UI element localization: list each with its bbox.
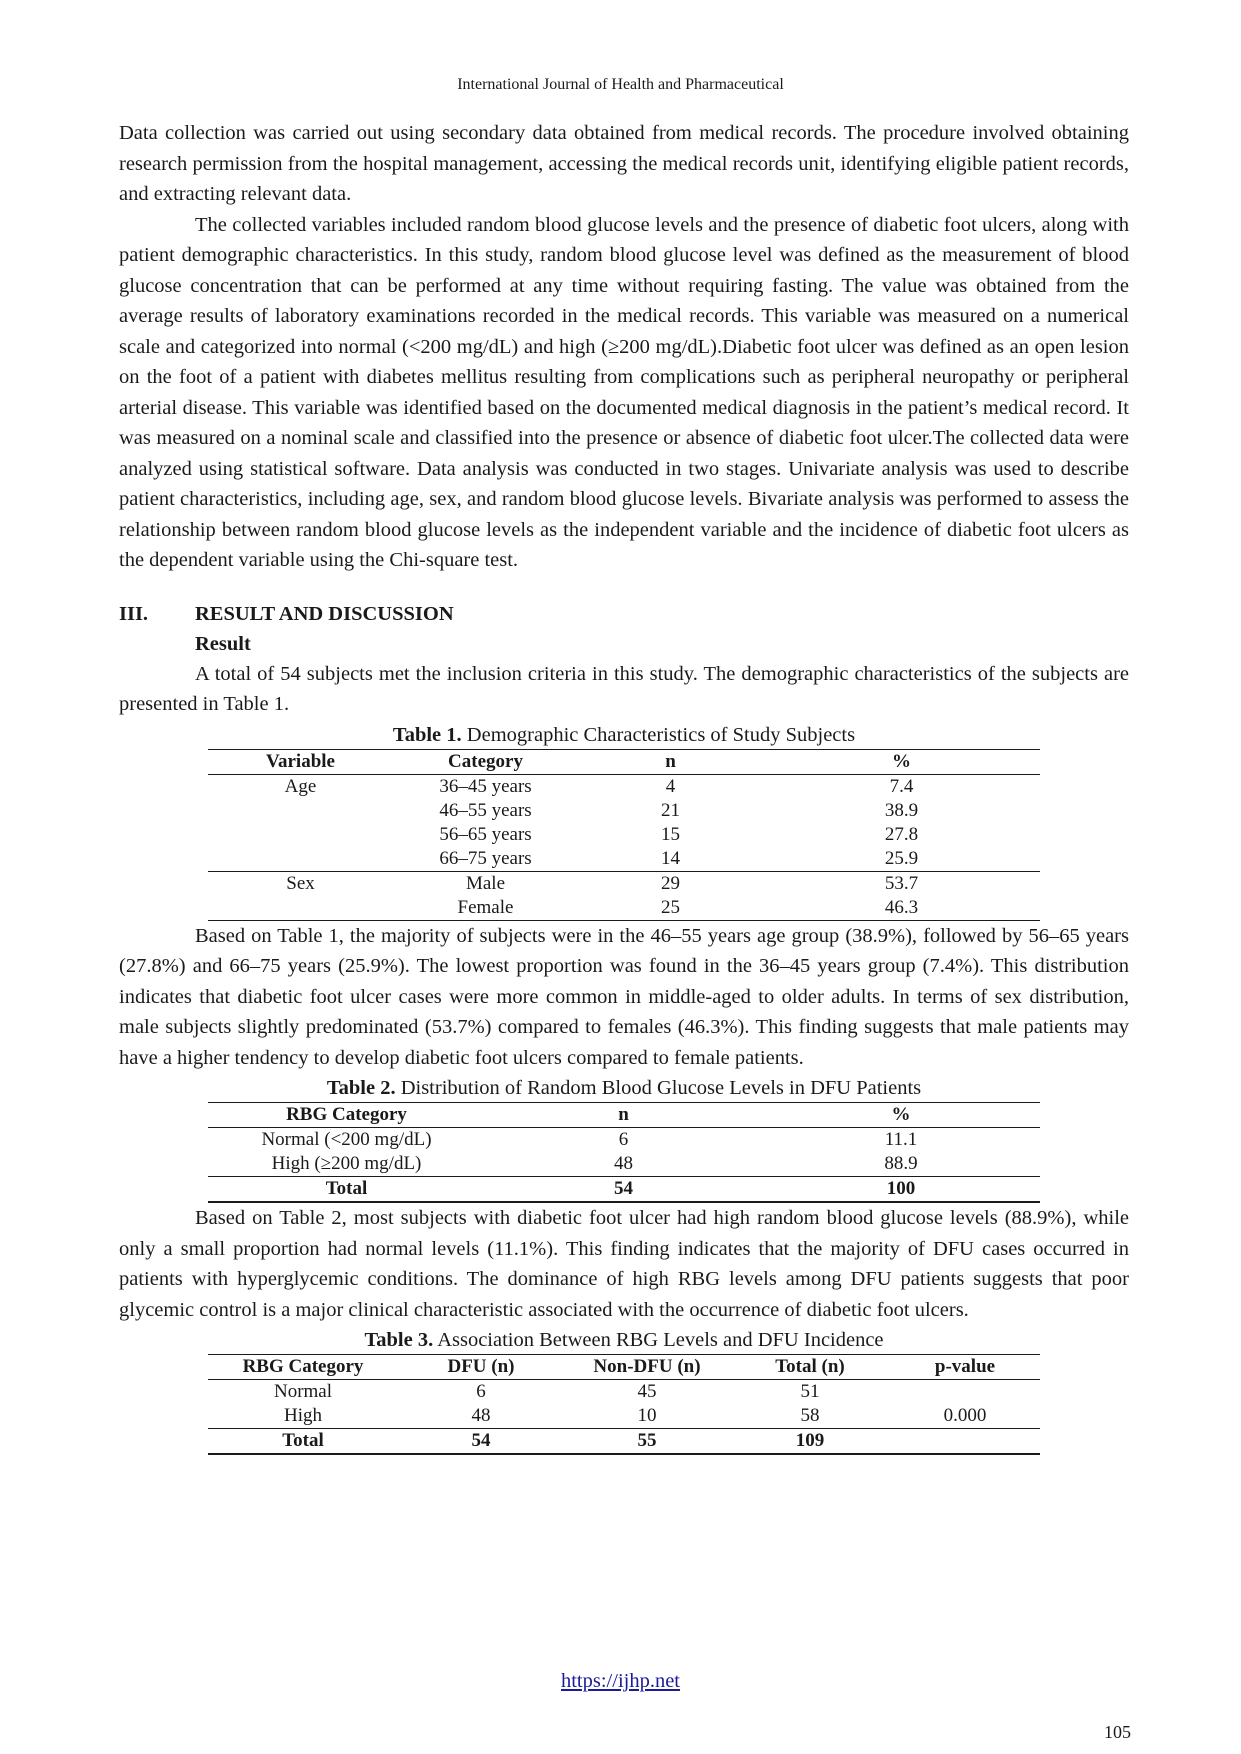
- table1-header-row: [208, 749, 1040, 774]
- table-cell: 7.4: [889, 775, 914, 797]
- table3-header-cell: Non-DFU (n): [564, 1355, 730, 1380]
- section-heading: [119, 599, 1129, 629]
- table-cell: 25.9: [763, 847, 1040, 872]
- table-cell: 6: [618, 1129, 629, 1150]
- table-row: [208, 896, 1040, 921]
- table1-header-cell: n: [578, 749, 763, 774]
- table-cell: 10: [637, 1405, 657, 1426]
- table-cell: 54: [485, 1177, 762, 1203]
- table-row: [208, 799, 1040, 823]
- table-total-row: [208, 1177, 1040, 1203]
- paragraph-variables-analysis: The collected variables included random blood glucose levels and the presence of diabetic foot ulcers, along with patient demographic characteristics. In this study, random blood glucose level was defined as the measurement of blood glucose concentration that can be performed at any time without requiring fasting. The value was obtained from the average results of laboratory examinations recorded in the medical records. This variable was measured on a numerical scale and categorized into normal (<200 mg/dL) and high (≥200 mg/dL).Diabetic foot ulcer was defined as an open lesion on the foot of a patient with diabetes mellitus resulting from complications such as peripheral neuropathy or peripheral arterial disease. This variable was identified based on the documented medical diagnosis in the patient’s medical record. It was measured on a nominal scale and classified into the presence or absence of diabetic foot ulcer.The collected data were analyzed using statistical software. Data analysis was conducted in two stages. Univariate analysis was used to describe patient characteristics, including age, sex, and random blood glucose levels. Bivariate analysis was performed to assess the relationship between random blood glucose levels as the independent variable and the incidence of diabetic foot ulcers as the dependent variable using the Chi-square test.: [119, 213, 1129, 571]
- table-cell: 88.9: [884, 1153, 918, 1174]
- table-cell: High: [284, 1405, 322, 1426]
- table-cell: 54: [398, 1429, 564, 1455]
- table-row: [208, 1404, 1040, 1429]
- section-title: RESULT AND DISCUSSION: [195, 602, 454, 625]
- table-cell: 38.9: [884, 799, 919, 821]
- table-cell: 36–45 years: [439, 775, 532, 797]
- table-cell: [890, 1429, 1040, 1455]
- table-cell: 11.1: [884, 1129, 918, 1150]
- table-row: [208, 1128, 1040, 1153]
- table-row: [208, 1152, 1040, 1177]
- page-number: 105: [1104, 1722, 1131, 1742]
- table2-label: Table 2.: [326, 1077, 396, 1099]
- table-cell: 56–65 years: [439, 823, 532, 845]
- table-cell: Male: [465, 872, 506, 894]
- table2-header-cell: n: [485, 1103, 762, 1128]
- paragraph-table1-discussion: Based on Table 1, the majority of subjects were in the 46–55 years age group (38.9%), followed by 56–65 years (27.8%) and 66–75 years (25.9%). The lowest proportion was found in the 36–45 years group (7.4%). This distribution indicates that diabetic foot ulcer cases were more common in middle-aged to older adults. In terms of sex distribution, male subjects slightly predominated (53.7%) compared to females (46.3%). This finding suggests that male patients may have a higher tendency to develop diabetic foot ulcers compared to female patients.: [119, 924, 1129, 1069]
- article-body: [119, 118, 1129, 1455]
- table1-caption: [119, 721, 1129, 749]
- table-cell: [208, 847, 393, 872]
- table-cell: 14: [578, 847, 763, 872]
- table-row: [208, 847, 1040, 872]
- table2-header-cell: RBG Category: [208, 1103, 485, 1128]
- table-cell: 100: [762, 1177, 1040, 1203]
- table-cell: [208, 896, 393, 921]
- paragraph-subjects: A total of 54 subjects met the inclusion criteria in this study. The demographic characteristics of the subjects are presented in Table 1.: [119, 662, 1129, 715]
- table3-caption-text: Association Between RBG Levels and DFU Incidence: [433, 1329, 884, 1351]
- table-cell: Normal (<200 mg/dL): [261, 1129, 432, 1150]
- table1-caption-text: Demographic Characteristics of Study Subjects: [461, 723, 856, 746]
- paragraph-data-collection: Data collection was carried out using secondary data obtained from medical records. The procedure involved obtaining research permission from the hospital management, accessing the medical records unit, identifying eligible patient records, and extracting relevant data.: [119, 122, 1129, 205]
- table-row: [208, 1380, 1040, 1405]
- table2-caption: [119, 1074, 1129, 1102]
- table1-header-cell: Category: [393, 749, 578, 774]
- table3-header-cell: p-value: [890, 1355, 1040, 1380]
- table-cell: 29: [661, 872, 680, 894]
- table1-header-cell: %: [763, 749, 1040, 774]
- table-cell: [890, 1380, 1040, 1405]
- table-cell: 25: [578, 896, 763, 921]
- table-cell: [208, 823, 393, 847]
- table1-header-cell: Variable: [208, 749, 393, 774]
- table-cell: 45: [637, 1381, 657, 1402]
- table-demographics: [208, 749, 1040, 921]
- table-row: [208, 871, 1040, 896]
- table-cell: Age: [284, 775, 317, 797]
- table-cell: [208, 799, 393, 823]
- table-rbg-distribution: [208, 1102, 1040, 1203]
- table-cell: 0.000: [943, 1405, 987, 1426]
- table-cell: Female: [393, 896, 578, 921]
- table3-header-row: [208, 1355, 1040, 1380]
- table-cell: 21: [661, 799, 680, 821]
- table-cell: 46.3: [763, 896, 1040, 921]
- table-cell: 27.8: [884, 823, 919, 845]
- table-cell: High (≥200 mg/dL): [271, 1153, 422, 1174]
- table-cell: 109: [730, 1429, 890, 1455]
- table3-label: Table 3.: [364, 1329, 434, 1351]
- table-cell: 58: [800, 1405, 820, 1426]
- table-row: [208, 774, 1040, 799]
- table-cell: 51: [800, 1381, 820, 1402]
- table-cell: 66–75 years: [393, 847, 578, 872]
- journal-url-link[interactable]: https://ijhp.net: [560, 1670, 681, 1692]
- paragraph-table2-discussion: Based on Table 2, most subjects with diabetic foot ulcer had high random blood glucose levels (88.9%), while only a small proportion had normal levels (11.1%). This finding indicates that the majority of DFU cases occurred in patients with hyperglycemic conditions. The dominance of high RBG levels among DFU patients suggests that poor glycemic control is a major clinical characteristic associated with the occurrence of diabetic foot ulcers.: [119, 1207, 1129, 1321]
- table-rbg-dfu-association: [208, 1354, 1040, 1455]
- table-cell: 53.7: [884, 872, 919, 894]
- table3-header-cell: Total (n): [730, 1355, 890, 1380]
- section-number: III.: [119, 602, 149, 625]
- subsection-heading-result: Result: [195, 632, 251, 655]
- table3-caption: [119, 1326, 1129, 1354]
- table3-header-cell: DFU (n): [398, 1355, 564, 1380]
- table-cell: 48: [471, 1405, 491, 1426]
- table1-label: Table 1.: [392, 723, 462, 746]
- table-total-row: [208, 1429, 1040, 1455]
- table3-header-cell: RBG Category: [208, 1355, 398, 1380]
- table-cell: 48: [614, 1153, 633, 1174]
- table-row: [208, 823, 1040, 847]
- table-cell: Total: [208, 1177, 485, 1203]
- table-cell: Sex: [286, 872, 315, 894]
- table-cell: 6: [476, 1381, 486, 1402]
- table-cell: 55: [564, 1429, 730, 1455]
- table-cell: Normal: [273, 1381, 333, 1402]
- table-cell: 46–55 years: [439, 799, 532, 821]
- table2-header-row: [208, 1103, 1040, 1128]
- table2-caption-text: Distribution of Random Blood Glucose Levels in DFU Patients: [395, 1077, 922, 1099]
- running-header: International Journal of Health and Pharmaceutical: [457, 76, 784, 93]
- table2-header-cell: %: [762, 1103, 1040, 1128]
- table-cell: Total: [208, 1429, 398, 1455]
- table-cell: 15: [661, 823, 680, 845]
- table-cell: 4: [665, 775, 676, 797]
